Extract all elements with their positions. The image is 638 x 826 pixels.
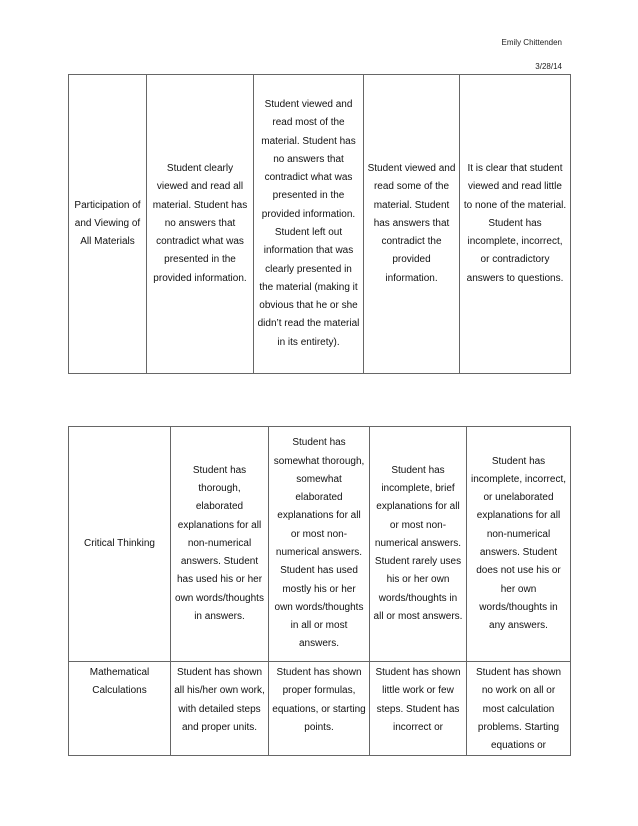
table-row bbox=[69, 662, 571, 756]
level-cell-2: Student viewed and read most of the material. Student has no answers that contradict what was presented in the provided information. Student left out information that was clearly presented in the material (making it obvious that he or she didn’t read the material in its entirety). bbox=[254, 75, 364, 374]
rubric-table-participation bbox=[68, 74, 571, 374]
table-row bbox=[69, 427, 571, 662]
level-cell-2: Student has somewhat thorough, somewhat elaborated explanations for all or most non-numerical answers. Student has used mostly his or her own words/thoughts in all or most answers. bbox=[269, 427, 370, 662]
level-cell-3: Student has incomplete, brief explanations for all or most non-numerical answers. Student rarely uses his or her own words/thoughts in all or most answers. bbox=[370, 427, 467, 662]
level-cell-3: Student has shown little work or few steps. Student has incorrect or bbox=[370, 662, 467, 756]
table-row bbox=[69, 75, 571, 374]
level-cell-1: Student clearly viewed and read all material. Student has no answers that contradict what was presented in the provided information. bbox=[147, 75, 254, 374]
criterion-critical-thinking: Critical Thinking bbox=[69, 427, 171, 662]
level-cell-1: Student has thorough, elaborated explanations for all non-numerical answers. Student has used his or her own words/thoughts in answers. bbox=[171, 427, 269, 662]
document-date: 3/28/14 bbox=[535, 62, 562, 71]
level-cell-1: Student has shown all his/her own work, with detailed steps and proper units. bbox=[171, 662, 269, 756]
author-name: Emily Chittenden bbox=[501, 38, 562, 47]
criterion-participation: Participation of and Viewing of All Materials bbox=[69, 75, 147, 374]
level-cell-3: Student viewed and read some of the material. Student has answers that contradict the provided information. bbox=[364, 75, 460, 374]
level-cell-4: Student has incomplete, incorrect, or unelaborated explanations for all non-numerical answers. Student does not use his or her own words/thoughts in any answers. bbox=[467, 427, 571, 662]
level-cell-2: Student has shown proper formulas, equations, or starting points. bbox=[269, 662, 370, 756]
criterion-mathematical-calculations: Mathematical Calculations bbox=[69, 662, 171, 756]
level-cell-4: Student has shown no work on all or most calculation problems. Starting equations or bbox=[467, 662, 571, 756]
level-cell-4: It is clear that student viewed and read little to none of the material. Student has incomplete, incorrect, or contradictory answers to questions. bbox=[460, 75, 571, 374]
rubric-table-thinking bbox=[68, 426, 571, 756]
